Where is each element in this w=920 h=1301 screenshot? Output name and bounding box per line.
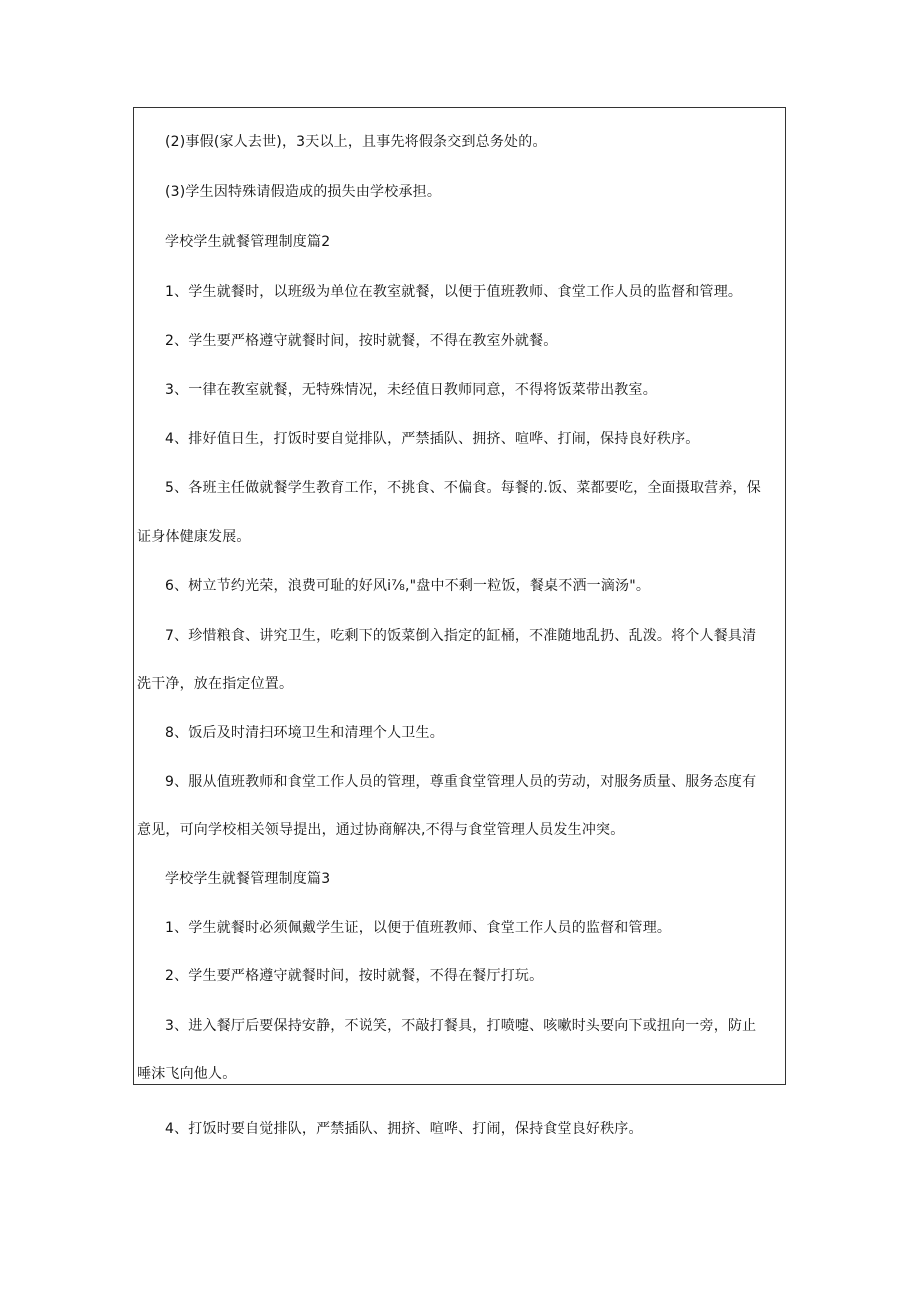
rule-3-3-line-1: 3、进入餐厅后要保持安静，不说笑，不敲打餐具，打喷嚏、咳嗽时头要向下或扭向一旁，防止 (165, 1018, 757, 1034)
section-title-2: 学校学生就餐管理制度篇2 (165, 234, 331, 250)
rule-3-4: 4、打饭时要自觉排队，严禁插队、拥挤、喧哗、打闹，保持食堂良好秩序。 (165, 1121, 643, 1137)
rule-2-9-line-2: 意见，可向学校相关领导提出，通过协商解决,不得与食堂管理人员发生冲突。 (137, 822, 625, 838)
rule-3-2: 2、学生要严格遵守就餐时间，按时就餐，不得在餐厅打玩。 (165, 968, 544, 984)
rule-3-3-line-2: 唾沫飞向他人。 (137, 1066, 237, 1082)
rule-2-6: 6、树立节约光荣，浪费可耻的好风i⅞,"盘中不剩一粒饭，餐桌不洒一滴汤"。 (165, 578, 651, 594)
rule-2-7-line-1: 7、珍惜粮食、讲究卫生，吃剩下的饭菜倒入指定的缸桶，不准随地乱扔、乱泼。将个人餐具清 (165, 628, 757, 644)
section-title-3: 学校学生就餐管理制度篇3 (165, 871, 331, 887)
rule-2-4: 4、排好值日生，打饭时要自觉排队，严禁插队、拥挤、喧哗、打闹，保持良好秩序。 (165, 431, 700, 447)
document-frame (133, 107, 786, 1085)
rule-2-3: 3、一律在教室就餐，无特殊情况，未经值日教师同意，不得将饭菜带出教室。 (165, 382, 657, 398)
rule-3-1: 1、学生就餐时必须佩戴学生证，以便于值班教师、食堂工作人员的监督和管理。 (165, 920, 672, 936)
rule-2-5-line-2: 证身体健康发展。 (137, 529, 251, 545)
rule-2-2: 2、学生要严格遵守就餐时间，按时就餐，不得在教室外就餐。 (165, 333, 558, 349)
rule-2-8: 8、饭后及时清扫环境卫生和清理个人卫生。 (165, 725, 444, 741)
rule-2-9-line-1: 9、服从值班教师和食堂工作人员的管理，尊重食堂管理人员的劳动，对服务质量、服务态度有 (165, 774, 757, 790)
paragraph-sick-leave-3: (3)学生因特殊请假造成的损失由学校承担。 (165, 184, 442, 200)
rule-2-5-line-1: 5、各班主任做就餐学生教育工作，不挑食、不偏食。每餐的.饭、菜都要吃，全面摄取营养，保 (165, 480, 761, 496)
rule-2-7-line-2: 洗干净，放在指定位置。 (137, 676, 294, 692)
rule-2-1: 1、学生就餐时，以班级为单位在教室就餐，以便于值班教师、食堂工作人员的监督和管理。 (165, 284, 743, 300)
paragraph-sick-leave-2: (2)事假(家人去世)，3天以上，且事先将假条交到总务处的。 (165, 134, 547, 150)
